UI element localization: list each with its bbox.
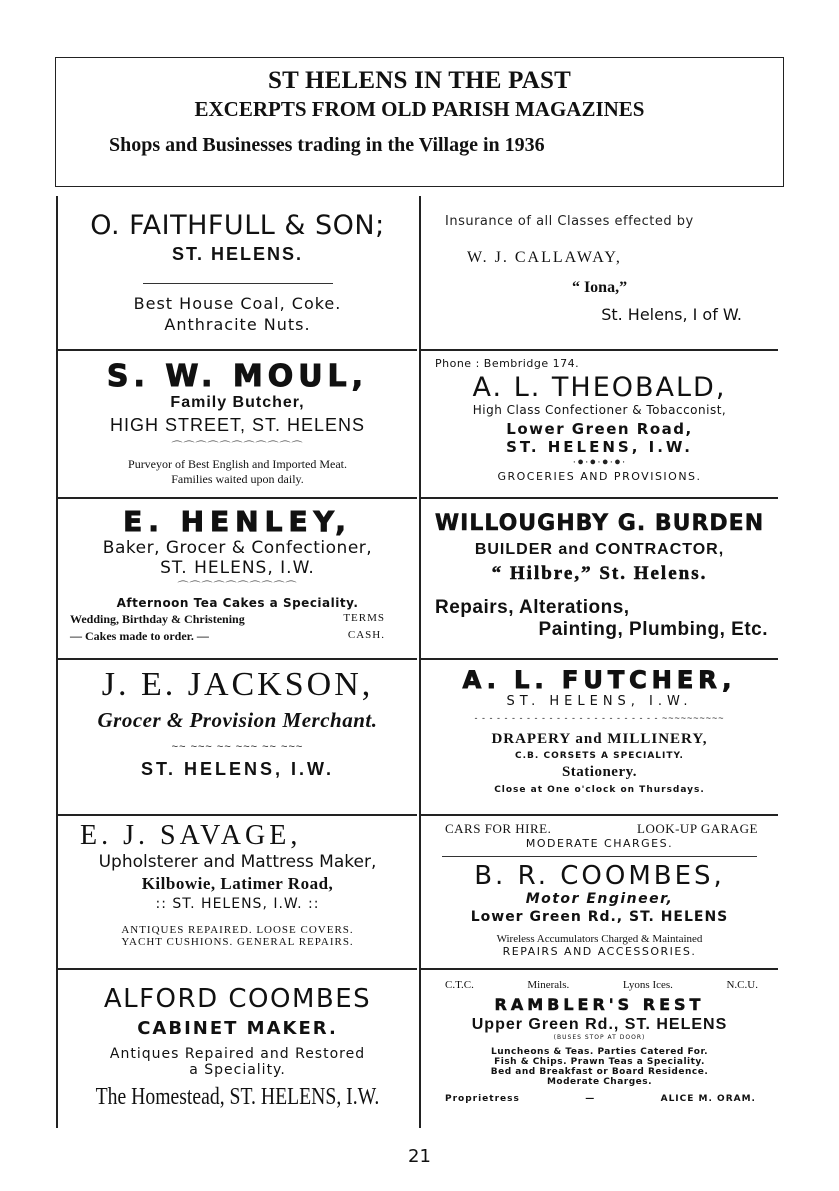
advert-column-left bbox=[58, 196, 417, 1128]
advert-tag: Minerals. bbox=[527, 979, 570, 991]
advert-line: Stationery. bbox=[561, 764, 638, 780]
advert-name: J. E. JACKSON, bbox=[101, 666, 374, 703]
advert-name: O. FAITHFULL & SON; bbox=[90, 210, 385, 241]
advert-alford bbox=[58, 970, 417, 1128]
advert-name: ALFORD COOMBES bbox=[103, 984, 372, 1014]
advert-line: Repairs, Alterations, bbox=[435, 597, 630, 618]
advert-terms: TERMS bbox=[343, 612, 385, 624]
advert-jackson bbox=[58, 660, 417, 816]
advert-line: Close at One o'clock on Thursdays. bbox=[494, 785, 705, 795]
advert-name: S. W. MOUL, bbox=[106, 359, 369, 394]
advert-coombes bbox=[421, 816, 778, 970]
advert-line: Families waited upon daily. bbox=[171, 472, 304, 486]
advert-cash: CASH. bbox=[347, 629, 385, 641]
advert-name: A. L. FUTCHER, bbox=[462, 666, 737, 694]
page-number: 21 bbox=[408, 1146, 431, 1167]
advert-trade: Upholsterer and Mattress Maker, bbox=[98, 852, 377, 872]
advert-place: ST. HELENS, I.W. bbox=[506, 694, 693, 709]
advert-faithfull bbox=[58, 196, 417, 351]
advert-name: E. HENLEY, bbox=[123, 505, 352, 538]
advert-line: Bed and Breakfast or Board Residence. bbox=[490, 1067, 709, 1077]
advert-trade: Baker, Grocer & Confectioner, bbox=[102, 538, 373, 558]
advert-line: a Speciality. bbox=[189, 1062, 286, 1078]
advert-row bbox=[58, 629, 417, 644]
advert-row bbox=[58, 612, 417, 627]
page-title: ST HELENS IN THE PAST bbox=[268, 67, 571, 94]
advert-burden bbox=[421, 499, 778, 660]
advert-address: Lower Green Road, bbox=[506, 420, 693, 438]
advert-address: “ Hilbre,” St. Helens. bbox=[491, 563, 708, 584]
advert-address: HIGH STREET, ST. HELENS bbox=[109, 415, 366, 435]
advert-line: ANTIQUES REPAIRED. LOOSE COVERS. bbox=[121, 924, 354, 936]
advert-place: ST. HELENS, I.W. bbox=[140, 759, 335, 779]
advert-line: Moderate Charges. bbox=[546, 1077, 653, 1087]
advert-tag: Lyons Ices. bbox=[622, 979, 673, 991]
ornament-divider: ⌒⌒⌒⌒⌒⌒⌒⌒⌒⌒ bbox=[177, 581, 298, 593]
advert-callaway bbox=[421, 196, 778, 351]
advert-savage bbox=[58, 816, 417, 970]
advert-address: The Homestead, ST. HELENS, I.W. bbox=[95, 1084, 380, 1110]
advert-name: A. L. THEOBALD, bbox=[472, 372, 727, 403]
advert-rambler bbox=[421, 970, 778, 1128]
advert-proprietor-label: Proprietress bbox=[445, 1094, 520, 1104]
advert-trade: Grocer & Provision Merchant. bbox=[97, 708, 378, 732]
advert-trade: Motor Engineer, bbox=[525, 891, 674, 907]
advert-line: C.B. CORSETS A SPECIALITY. bbox=[515, 751, 684, 761]
ornament-divider: ·●·●·●·●· bbox=[572, 456, 627, 468]
advert-line: Best House Coal, Coke. bbox=[133, 294, 342, 313]
advert-line: Wireless Accumulators Charged & Maintained bbox=[496, 933, 703, 945]
advert-tag: C.T.C. bbox=[445, 979, 474, 991]
advert-line: MODERATE CHARGES. bbox=[525, 837, 674, 850]
advert-line: Painting, Plumbing, Etc. bbox=[538, 619, 768, 640]
advert-tag: N.C.U. bbox=[726, 979, 758, 991]
advert-trade: Family Butcher, bbox=[170, 394, 305, 411]
advert-name: WILLOUGHBY G. BURDEN bbox=[434, 511, 765, 536]
advert-name: B. R. COOMBES, bbox=[474, 861, 725, 891]
advert-line: (BUSES STOP AT DOOR) bbox=[553, 1034, 646, 1041]
advert-moul bbox=[58, 351, 417, 499]
advert-grid bbox=[56, 196, 776, 1128]
advert-line: GROCERIES AND PROVISIONS. bbox=[497, 470, 702, 483]
advert-place: ST. HELENS, I.W. bbox=[506, 438, 693, 456]
advert-line: — Cakes made to order. — bbox=[70, 629, 209, 643]
advert-line: Fish & Chips. Prawn Teas a Speciality. bbox=[494, 1057, 705, 1067]
advert-futcher bbox=[421, 660, 778, 816]
advert-place: ST. HELENS, I.W. bbox=[160, 558, 315, 578]
advert-column-right bbox=[419, 196, 778, 1128]
advert-house: “ Iona,” bbox=[571, 279, 628, 296]
advert-address: Lower Green Rd., ST. HELENS bbox=[470, 909, 729, 925]
advert-row bbox=[421, 1094, 778, 1104]
advert-line: YACHT CUSHIONS. GENERAL REPAIRS. bbox=[121, 936, 354, 948]
advert-line: Purveyor of Best English and Imported Meat. bbox=[128, 457, 347, 471]
advert-line: DRAPERY and MILLINERY, bbox=[491, 731, 708, 747]
advert-address: Upper Green Rd., ST. HELENS bbox=[471, 1016, 728, 1033]
advert-proprietor-name: ALICE M. ORAM. bbox=[660, 1094, 756, 1104]
advert-line: Antiques Repaired and Restored bbox=[109, 1046, 366, 1062]
advert-line: LOOK-UP GARAGE bbox=[637, 821, 758, 836]
advert-henley bbox=[58, 499, 417, 660]
advert-name: W. J. CALLAWAY, bbox=[467, 249, 622, 266]
ornament-divider: ⌒⌒⌒⌒⌒⌒⌒⌒⌒⌒⌒ bbox=[171, 441, 304, 453]
advert-address: Kilbowie, Latimer Road, bbox=[141, 874, 334, 893]
advert-line: Wedding, Birthday & Christening bbox=[70, 612, 245, 626]
advert-intro: Insurance of all Classes effected by bbox=[445, 214, 694, 229]
ornament-divider: ~~ ~~~ ~~ ~~~ ~~ ~~~ bbox=[171, 741, 304, 753]
advert-line: REPAIRS AND ACCESSORIES. bbox=[502, 945, 697, 958]
advert-trade: BUILDER and CONTRACTOR, bbox=[474, 541, 725, 558]
advert-dash: — bbox=[585, 1094, 596, 1104]
advert-line: Luncheons & Teas. Parties Catered For. bbox=[490, 1047, 709, 1057]
page-subtitle: EXCERPTS FROM OLD PARISH MAGAZINES bbox=[194, 97, 645, 121]
advert-line: CARS FOR HIRE. bbox=[445, 821, 552, 836]
ornament-divider: - - - - - - - - - - - - - - - - - - - - - - - - - ~~~~~~~~~~ bbox=[474, 713, 725, 723]
divider bbox=[143, 283, 333, 284]
advert-place: :: ST. HELENS, I.W. :: bbox=[155, 896, 320, 912]
advert-name: RAMBLER'S REST bbox=[494, 995, 705, 1014]
advert-theobald bbox=[421, 351, 778, 499]
advert-line: Afternoon Tea Cakes a Speciality. bbox=[116, 596, 359, 610]
advert-name: E. J. SAVAGE, bbox=[80, 820, 302, 851]
header-box bbox=[55, 57, 784, 187]
page-description: Shops and Businesses trading in the Village in 1936 bbox=[109, 134, 545, 156]
advert-trade: CABINET MAKER. bbox=[137, 1018, 338, 1039]
advert-place: ST. HELENS. bbox=[171, 244, 304, 264]
advert-row bbox=[421, 821, 778, 837]
divider bbox=[442, 856, 757, 857]
advert-line: Anthracite Nuts. bbox=[164, 315, 311, 334]
advert-row bbox=[421, 979, 778, 991]
advert-trade: High Class Confectioner & Tobacconist, bbox=[472, 403, 727, 417]
advert-phone: Phone : Bembridge 174. bbox=[435, 357, 580, 370]
advert-place: St. Helens, I of W. bbox=[601, 305, 742, 324]
